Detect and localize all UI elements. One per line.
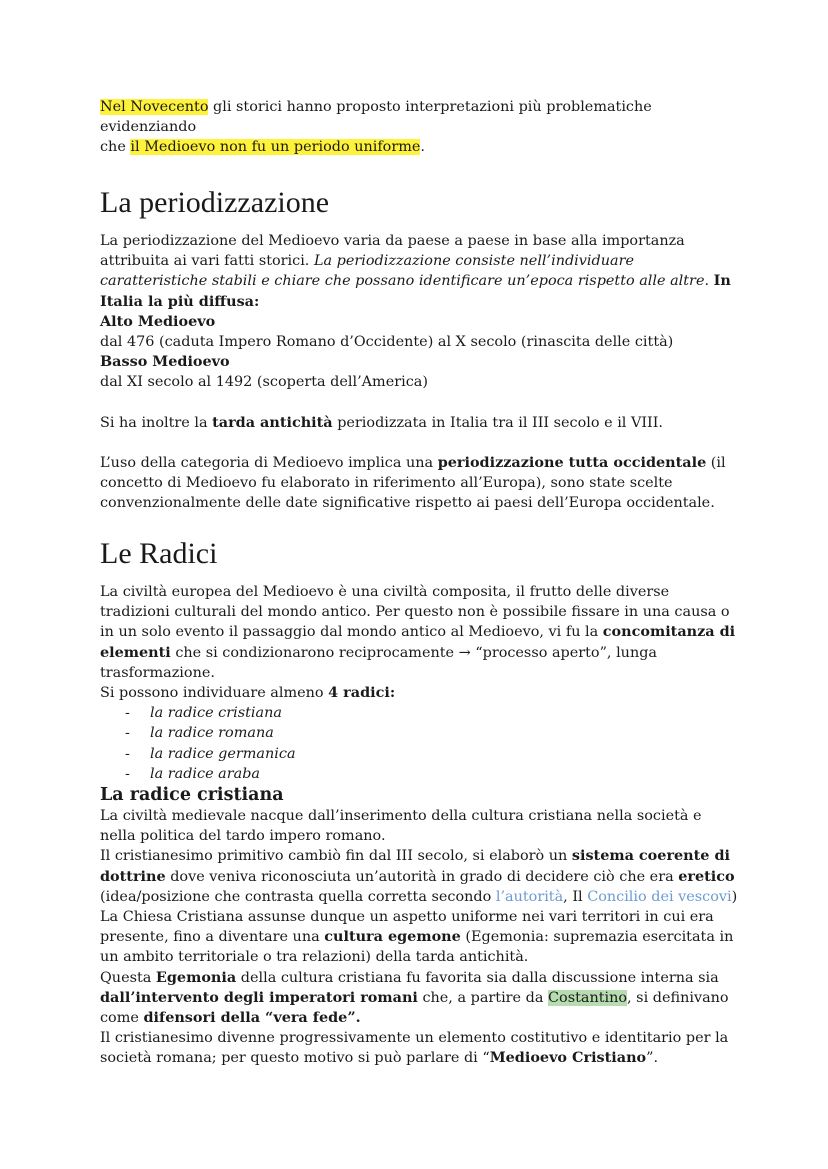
radici-list <box>100 703 740 784</box>
link-autorita[interactable]: l’autorità <box>495 888 564 905</box>
section-heading-radici: Le Radici <box>100 537 218 570</box>
highlight-novecento: Nel Novecento <box>100 99 209 115</box>
highlight-medioevo: il Medioevo non fu un periodo uniforme <box>130 139 421 156</box>
radici-paragraph: La civiltà europea del Medioevo è una civiltà composita, il frutto delle diverse tradizioni culturali del mondo antico. Per questo non è possibile fissare in una causa o in un solo evento il passaggio dal mondo antico al Medioevo, vi fu la concomitanza di elementi che si condizionarono reciprocamente → “processo aperto”, lunga trasformazione. <box>100 584 736 681</box>
basso-medioevo-title: Basso Medioevo <box>100 353 230 371</box>
section-heading-periodizzazione: La periodizzazione <box>100 186 330 219</box>
list-item: - la radice cristiana <box>125 705 282 722</box>
cristiana-section <box>100 784 740 806</box>
list-item: - la radice germanica <box>125 745 296 762</box>
periodizzazione-body <box>100 231 740 513</box>
periodizzazione-section <box>100 186 740 220</box>
cristiana-paragraph-3: (idea/posizione che contrasta quella corretta secondo l’autorità, Il Concilio dei vescovi) <box>100 888 738 905</box>
tarda-antichita-paragraph: Si ha inoltre la tarda antichità periodizzata in Italia tra il III secolo e il VIII. <box>100 413 663 431</box>
intro-paragraph: Nel Novecento gli storici hanno proposto interpretazioni più problematiche evidenziando che il Medioevo non fu un periodo uniforme. <box>100 99 652 156</box>
cristiana-body <box>100 806 740 1069</box>
highlight-costantino: Costantino <box>548 989 628 1006</box>
radici-count: Si possono individuare almeno 4 radici: <box>100 684 396 702</box>
cristiana-paragraph-6: Il cristianesimo divenne progressivamente un elemento costitutivo e identitario per la società romana; per questo motivo si può parlare di “Medioevo Cristiano”. <box>100 1030 729 1067</box>
radici-body <box>100 582 740 784</box>
link-concilio-vescovi[interactable]: Concilio dei vescovi <box>587 888 732 905</box>
list-item: - la radice araba <box>125 765 261 782</box>
alto-medioevo-title: Alto Medioevo <box>100 312 216 330</box>
periodizzazione-paragraph: La periodizzazione del Medioevo varia da paese a paese in base alla importanza attribuita ai vari fatti storici. La periodizzazione consiste nell’individuare caratteristiche stabili e chiare che possano identificare un’epoca rispetto alle altre. In Italia la più diffusa: <box>100 233 731 310</box>
radici-section <box>100 537 740 571</box>
cristiana-paragraph-4: La Chiesa Cristiana assunse dunque un aspetto uniforme nei vari territori in cui era presente, fino a diventare una cultura egemone (Egemonia: supremazia esercitata in un ambito territoriale o tra relazioni) della tarda antichità. <box>100 909 734 966</box>
cristiana-paragraph-2: Il cristianesimo primitivo cambiò fin dal III secolo, si elaborò un sistema coerente di dottrine dove veniva riconosciuta un’autorità in grado di decidere ciò che era eretico <box>100 847 735 885</box>
occidentale-paragraph: L’uso della categoria di Medioevo implica una periodizzazione tutta occidentale (il concetto di Medioevo fu elaborato in riferimento all’Europa), sono state scelte convenzionalmente delle date significative rispetto ai paesi dell’Europa occidentale. <box>100 453 726 512</box>
list-item: - la radice romana <box>125 725 274 742</box>
alto-medioevo-text: dal 476 (caduta Impero Romano d’Occidente) al X secolo (rinascita delle città) <box>100 334 674 351</box>
cristiana-paragraph-5: Questa Egemonia della cultura cristiana fu favorita sia dalla discussione interna sia dall’intervento degli imperatori romani che, a partire da Costantino, si definivano come difensori della “vera fede”. <box>100 968 729 1027</box>
subheading-radice-cristiana: La radice cristiana <box>100 785 284 805</box>
cristiana-paragraph-1: La civiltà medievale nacque dall’inserimento della cultura cristiana nella società e nella politica del tardo impero romano. <box>100 808 702 845</box>
intro-section <box>100 97 740 158</box>
basso-medioevo-text: dal XI secolo al 1492 (scoperta dell’America) <box>100 374 428 391</box>
